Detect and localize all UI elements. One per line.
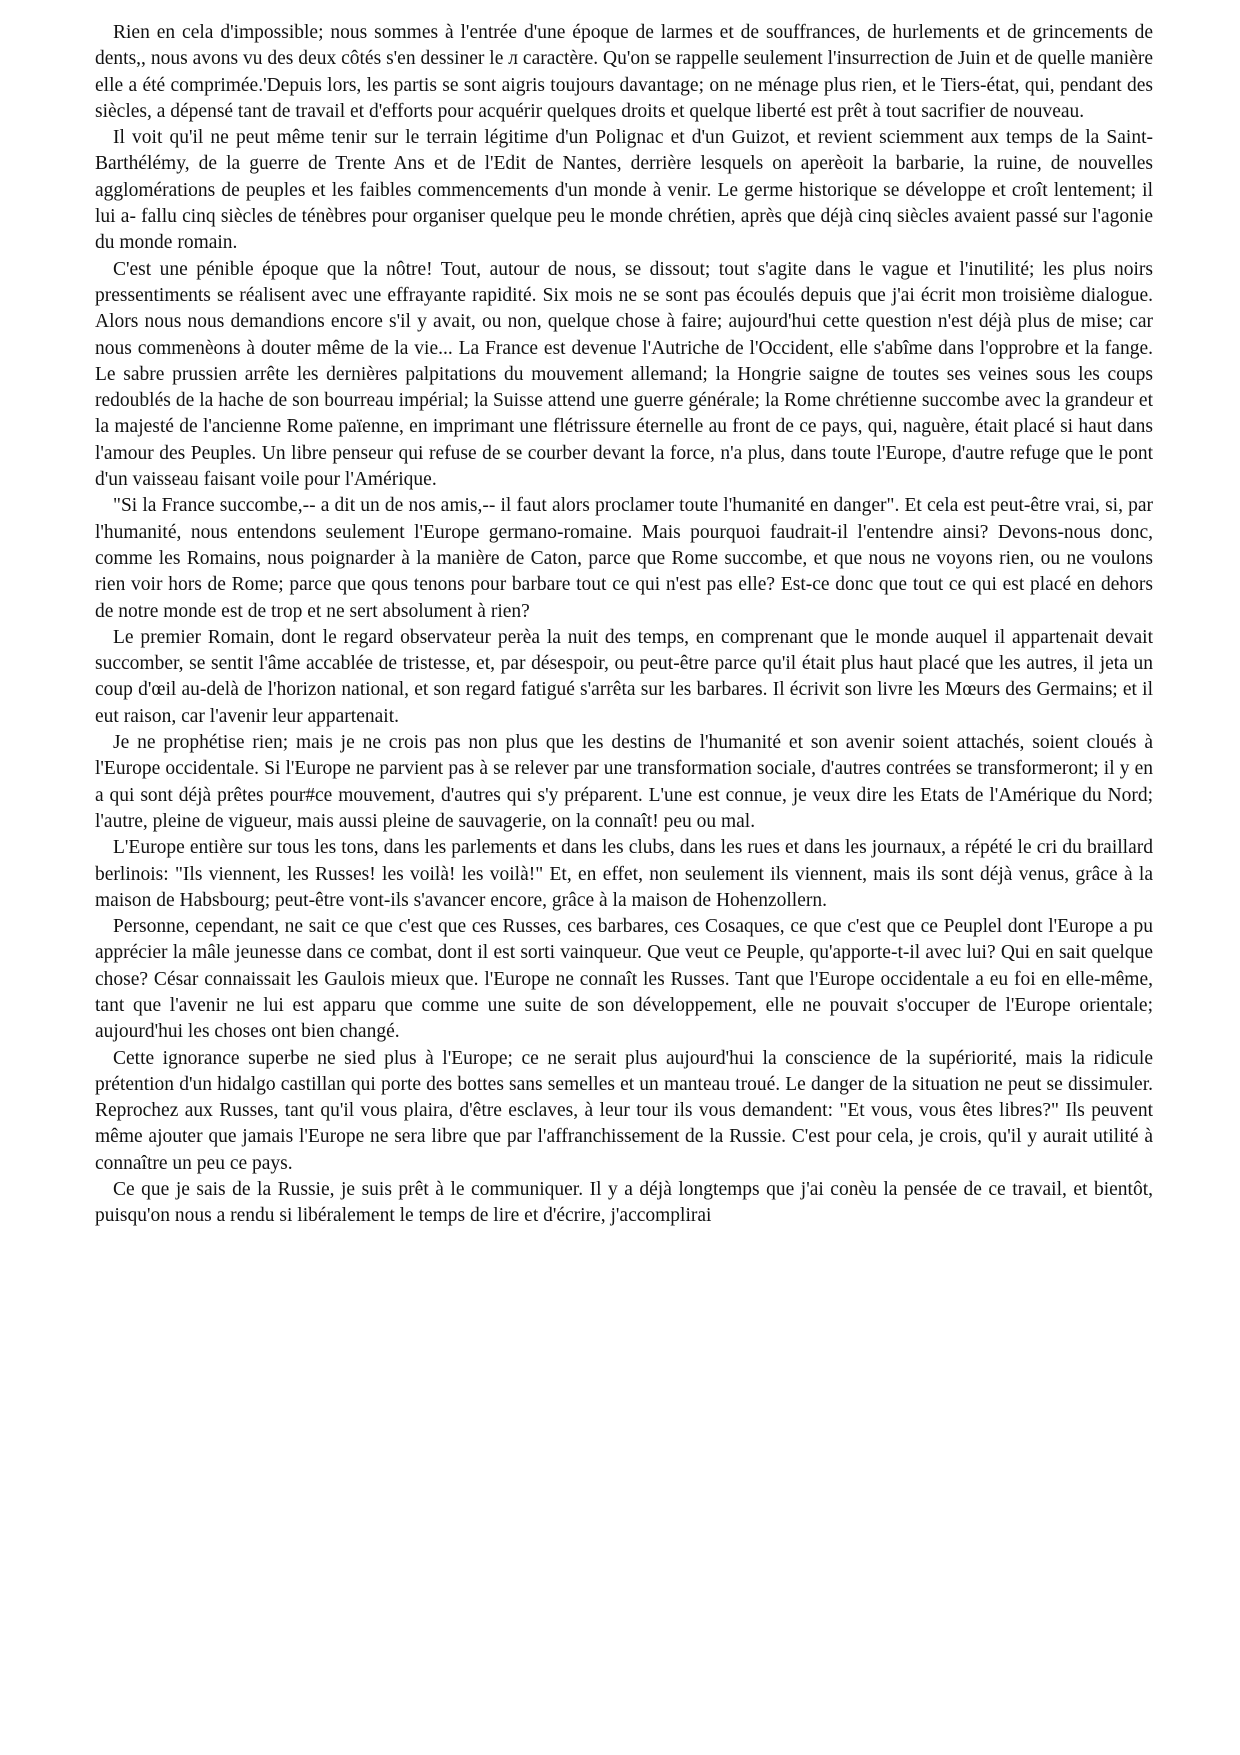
- paragraph: Il voit qu'il ne peut même tenir sur le terrain légitime d'un Polignac et d'un Guizot, et revient sciemment aux temps de la Saint-Barthélémy, de la guerre de Trente Ans et de l'Edit de Nantes, derrière lesquels on aperèoit la barbarie, la ruine, de nouvelles agglomérations de peuples et les faibles commencements d'un monde à venir. Le germe historique se développe et croît lentement; il lui a- fallu cinq siècles de ténèbres pour organiser quelque peu le monde chrétien, après que déjà cinq siècles avaient passé sur l'agonie du monde romain.: [95, 127, 1153, 254]
- paragraph: Cette ignorance superbe ne sied plus à l'Europe; ce ne serait plus aujourd'hui la conscience de la supériorité, mais la ridicule prétention d'un hidalgo castillan qui porte des bottes sans semelles et un manteau troué. Le danger de la situation ne peut se dissimuler. Reprochez aux Russes, tant qu'il vous plaira, d'être esclaves, à leur tour ils vous demandent: "Et vous, vous êtes libres?" Ils peuvent même ajouter que jamais l'Europe ne sera libre que par l'affranchissement de la Russie. C'est pour cela, je crois, qu'il y aurait utilité à connaître un peu ce pays.: [95, 1047, 1153, 1174]
- paragraph: Ce que je sais de la Russie, je suis prêt à le communiquer. Il y a déjà longtemps que j'ai conèu la pensée de ce travail, et bientôt, puisqu'on nous a rendu si libéralement le temps de lire et d'écrire, j'accomplirai: [95, 1179, 1153, 1227]
- document-page: [95, 20, 1153, 1230]
- paragraph: C'est une pénible époque que la nôtre! Tout, autour de nous, se dissout; tout s'agite dans le vague et l'inutilité; les plus noirs pressentiments se réalisent avec une effrayante rapidité. Six mois ne se sont pas écoulés depuis que j'ai écrit mon troisième dialogue. Alors nous nous demandions encore s'il y avait, ou non, quelque chose à faire; aujourd'hui cette question n'est déjà plus de mise; car nous commenèons à douter même de la vie... La France est devenue l'Autriche de l'Occident, elle s'abîme dans l'opprobre et la fange. Le sabre prussien arrête les dernières palpitations du mouvement allemand; la Hongrie saigne de toutes ses veines sous les coups redoublés de la hache de son bourreau impérial; la Suisse attend une guerre générale; la Rome chrétienne succombe avec la grandeur et la majesté de l'ancienne Rome païenne, en imprimant une flétrissure éternelle au front de ce pays, qui, naguère, était placé si haut dans l'amour des Peuples. Un libre penseur qui refuse de se courber devant la force, n'a plus, dans toute l'Europe, d'autre refuge que le pont d'un vaisseau faisant voile pour l'Amérique.: [95, 258, 1153, 491]
- paragraph: Je ne prophétise rien; mais je ne crois pas non plus que les destins de l'humanité et son avenir soient attachés, soient cloués à l'Europe occidentale. Si l'Europe ne parvient pas à se relever par une transformation sociale, d'autres contrées se transformeront; il y en a qui sont déjà prêtes pour#ce mouvement, d'autres qui s'y préparent. L'une est connue, je veux dire les Etats de l'Amérique du Nord; l'autre, pleine de vigueur, mais aussi pleine de sauvagerie, on la connaît! peu ou mal.: [95, 732, 1153, 832]
- paragraph: "Si la France succombe,-- a dit un de nos amis,-- il faut alors proclamer toute l'humanité en danger". Et cela est peut-être vrai, si, par l'humanité, nous entendons seulement l'Europe germano-romaine. Mais pourquoi faudrait-il l'entendre ainsi? Devons-nous donc, comme les Romains, nous poignarder à la manière de Caton, parce que Rome succombe, et que nous ne voyons rien, ou ne voulons rien voir hors de Rome; parce que qous tenons pour barbare tout ce qui n'est pas elle? Est-ce donc que tout ce qui est placé en dehors de notre monde est de trop et ne sert absolument à rien?: [95, 495, 1153, 622]
- paragraph: L'Europe entière sur tous les tons, dans les parlements et dans les clubs, dans les rues et dans les journaux, a répété le cri du braillard berlinois: "Ils viennent, les Russes! les voilà! les voilà!" Et, en effet, non seulement ils viennent, mais ils sont déjà venus, grâce à la maison de Habsbourg; peut-être vont-ils s'avancer encore, grâce à la maison de Hohenzollern.: [95, 837, 1153, 911]
- paragraph: Rien en cela d'impossible; nous sommes à l'entrée d'une époque de larmes et de souffrances, de hurlements et de grincements de dents,, nous avons vu des deux côtés s'en dessiner le л caractère. Qu'on se rappelle seulement l'insurrection de Juin et de quelle manière elle a été comprimée.'Depuis lors, les partis se sont aigris toujours davantage; on ne ménage plus rien, et le Tiers-état, qui, pendant des siècles, a dépensé tant de travail et d'efforts pour acquérir quelques droits et quelque liberté est prêt à tout sacrifier de nouveau.: [95, 22, 1153, 122]
- paragraph: Personne, cependant, ne sait ce que c'est que ces Russes, ces barbares, ces Cosaques, ce que c'est que ce Peuplel dont l'Europe a pu apprécier la mâle jeunesse dans ce combat, dont il est sorti vainqueur. Que veut ce Peuple, qu'apporte-t-il avec lui? Qui en sait quelque chose? César connaissait les Gaulois mieux que. l'Europe ne connaît les Russes. Tant que l'Europe occidentale a eu foi en elle-même, tant que l'avenir ne lui est apparu que comme une suite de son développement, elle ne pouvait s'occuper de l'Europe orientale; aujourd'hui les choses ont bien changé.: [95, 916, 1153, 1043]
- paragraph: Le premier Romain, dont le regard observateur perèa la nuit des temps, en comprenant que le monde auquel il appartenait devait succomber, se sentit l'âme accablée de tristesse, et, par désespoir, ou peut-être parce qu'il était plus haut placé que les autres, il jeta un coup d'œil au-delà de l'horizon national, et son regard fatigué s'arrêta sur les barbares. Il écrivit son livre les Mœurs des Germains; et il eut raison, car l'avenir leur appartenait.: [95, 626, 1153, 727]
